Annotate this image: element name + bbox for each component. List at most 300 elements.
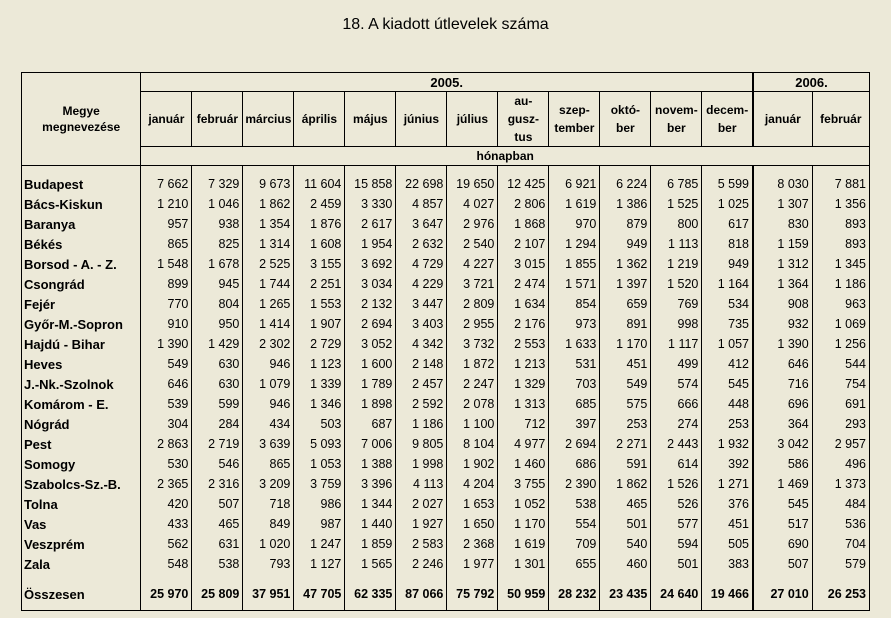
value-cell: 1 653 [447,494,498,514]
table-row [22,374,870,394]
value-cell: 3 692 [345,254,396,274]
value-cell: 614 [651,454,702,474]
county-name: Csongrád [24,276,85,292]
month-header-line: tember [554,121,595,135]
value-cell: 2 540 [447,234,498,254]
value-cell: 1 314 [243,234,294,254]
value-cell: 1 571 [549,274,600,294]
value-cell: 1 902 [447,454,498,474]
value-cell: 1 565 [345,554,396,574]
value-cell: 1 440 [345,514,396,534]
value-cell: 666 [651,394,702,414]
month-header-line: ber [616,121,635,135]
value-cell: 465 [192,514,243,534]
county-name: Baranya [24,216,76,232]
value-cell: 986 [294,494,345,514]
value-cell: 8 030 [753,174,812,194]
value-cell: 735 [702,314,753,334]
value-cell: 3 330 [345,194,396,214]
value-cell: 2 107 [498,234,549,254]
value-cell: 630 [192,374,243,394]
value-cell: 3 647 [396,214,447,234]
value-cell: 5 093 [294,434,345,454]
value-cell: 1 414 [243,314,294,334]
value-cell: 25 970 [141,584,192,604]
value-cell: 2 694 [549,434,600,454]
value-cell: 910 [141,314,192,334]
value-cell: 1 520 [651,274,702,294]
value-cell: 1 525 [651,194,702,214]
month-header [345,92,396,147]
value-cell: 1 301 [498,554,549,574]
value-cell: 1 526 [651,474,702,494]
value-cell: 1 998 [396,454,447,474]
value-cell: 2 271 [600,434,651,454]
table-row [22,434,870,454]
value-cell: 987 [294,514,345,534]
year-2006-header: 2006. [753,73,870,92]
value-cell: 1 619 [498,534,549,554]
county-name: Vas [24,516,47,532]
value-cell: 1 859 [345,534,396,554]
value-cell: 2 525 [243,254,294,274]
county-header [22,73,141,166]
value-cell: 397 [549,414,600,434]
value-cell: 505 [702,534,753,554]
value-cell: 754 [812,374,869,394]
value-cell: 24 640 [651,584,702,604]
value-cell: 893 [812,214,869,234]
value-cell: 465 [600,494,651,514]
value-cell: 19 466 [702,584,753,604]
county-name: Nógrád [24,416,70,432]
month-header-line: június [403,112,440,126]
table-row [22,314,870,334]
value-cell: 849 [243,514,294,534]
value-cell: 534 [702,294,753,314]
value-cell: 549 [141,354,192,374]
value-cell: 3 721 [447,274,498,294]
value-cell: 1 271 [702,474,753,494]
value-cell: 1 634 [498,294,549,314]
value-cell: 499 [651,354,702,374]
month-header-line: tus [514,130,533,144]
value-cell: 1 170 [498,514,549,534]
value-cell: 2 632 [396,234,447,254]
value-cell: 531 [549,354,600,374]
value-cell: 1 932 [702,434,753,454]
value-cell: 1 345 [812,254,869,274]
table-row [22,414,870,434]
value-cell: 6 921 [549,174,600,194]
month-header-line: február [196,112,239,126]
value-cell: 2 806 [498,194,549,214]
table-row [22,194,870,214]
value-cell: 1 307 [753,194,812,214]
value-cell: 1 744 [243,274,294,294]
value-cell: 998 [651,314,702,334]
value-cell: 2 863 [141,434,192,454]
value-cell: 540 [600,534,651,554]
page-title: 18. A kiadott útlevelek száma [342,16,549,33]
value-cell: 1 046 [192,194,243,214]
value-cell: 545 [753,494,812,514]
value-cell: 284 [192,414,243,434]
month-header-line: decem- [706,103,749,117]
value-cell: 253 [702,414,753,434]
month-header [600,92,651,147]
value-cell: 496 [812,454,869,474]
value-cell: 1 329 [498,374,549,394]
value-cell: 274 [651,414,702,434]
value-cell: 62 335 [345,584,396,604]
value-cell: 4 342 [396,334,447,354]
value-cell: 1 100 [447,414,498,434]
value-cell: 579 [812,554,869,574]
value-cell: 2 592 [396,394,447,414]
value-cell: 690 [753,534,812,554]
value-cell: 685 [549,394,600,414]
value-cell: 3 759 [294,474,345,494]
month-header-line: január [148,112,185,126]
value-cell: 23 435 [600,584,651,604]
value-cell: 434 [243,414,294,434]
value-cell: 412 [702,354,753,374]
value-cell: 908 [753,294,812,314]
value-cell: 538 [549,494,600,514]
value-cell: 2 694 [345,314,396,334]
value-cell: 2 553 [498,334,549,354]
table-row [22,334,870,354]
month-header [243,92,294,147]
value-cell: 1 265 [243,294,294,314]
value-cell: 2 176 [498,314,549,334]
table-row [22,514,870,534]
value-cell: 949 [600,234,651,254]
value-cell: 1 876 [294,214,345,234]
value-cell: 818 [702,234,753,254]
value-cell: 1 057 [702,334,753,354]
value-cell: 1 927 [396,514,447,534]
value-cell: 448 [702,394,753,414]
value-cell: 899 [141,274,192,294]
value-cell: 709 [549,534,600,554]
value-cell: 304 [141,414,192,434]
value-cell: 1 600 [345,354,396,374]
value-cell: 1 373 [812,474,869,494]
value-cell: 830 [753,214,812,234]
value-cell: 50 959 [498,584,549,604]
value-cell: 3 155 [294,254,345,274]
value-cell: 2 443 [651,434,702,454]
month-header-line: au- [514,94,533,108]
value-cell: 5 599 [702,174,753,194]
value-cell: 879 [600,214,651,234]
value-cell: 1 397 [600,274,651,294]
value-cell: 659 [600,294,651,314]
value-cell: 530 [141,454,192,474]
value-cell: 3 052 [345,334,396,354]
value-cell: 3 755 [498,474,549,494]
value-cell: 591 [600,454,651,474]
value-cell: 3 403 [396,314,447,334]
value-cell: 3 447 [396,294,447,314]
value-cell: 1 872 [447,354,498,374]
value-cell: 865 [243,454,294,474]
table-row [22,474,870,494]
value-cell: 1 079 [243,374,294,394]
value-cell: 963 [812,294,869,314]
county-name: Hajdú - Bihar [24,336,105,352]
value-cell: 1 386 [600,194,651,214]
value-cell: 433 [141,514,192,534]
value-cell: 7 662 [141,174,192,194]
value-cell: 25 809 [192,584,243,604]
value-cell: 1 113 [651,234,702,254]
value-cell: 575 [600,394,651,414]
value-cell: 562 [141,534,192,554]
value-cell: 716 [753,374,812,394]
value-cell: 1 354 [243,214,294,234]
value-cell: 536 [812,514,869,534]
month-header [651,92,702,147]
table-row [22,494,870,514]
value-cell: 293 [812,414,869,434]
value-cell: 3 034 [345,274,396,294]
value-cell: 22 698 [396,174,447,194]
value-cell: 932 [753,314,812,334]
value-cell: 1 789 [345,374,396,394]
month-header [141,92,192,147]
total-row [22,584,870,604]
table-row [22,214,870,234]
value-cell: 6 224 [600,174,651,194]
value-cell: 451 [600,354,651,374]
value-cell: 770 [141,294,192,314]
county-header-line1: Megye [62,104,100,118]
value-cell: 3 209 [243,474,294,494]
passport-table [21,72,870,611]
value-cell: 1 364 [753,274,812,294]
value-cell: 2 247 [447,374,498,394]
value-cell: 1 388 [345,454,396,474]
table-row [22,174,870,194]
county-name: J.-Nk.-Szolnok [24,376,114,392]
value-cell: 4 229 [396,274,447,294]
value-cell: 1 678 [192,254,243,274]
month-header-line: január [764,112,801,126]
value-cell: 9 673 [243,174,294,194]
value-cell: 617 [702,214,753,234]
value-cell: 451 [702,514,753,534]
value-cell: 526 [651,494,702,514]
value-cell: 1 390 [753,334,812,354]
table-row [22,554,870,574]
value-cell: 1 862 [600,474,651,494]
value-cell: 2 316 [192,474,243,494]
value-cell: 865 [141,234,192,254]
value-cell: 47 705 [294,584,345,604]
value-cell: 484 [812,494,869,514]
value-cell: 538 [192,554,243,574]
value-cell: 507 [753,554,812,574]
value-cell: 9 805 [396,434,447,454]
value-cell: 4 227 [447,254,498,274]
month-header-line: szep- [559,103,590,117]
value-cell: 1 186 [812,274,869,294]
value-cell: 1 868 [498,214,549,234]
value-cell: 945 [192,274,243,294]
month-header [812,92,869,147]
county-name: Somogy [24,456,76,472]
value-cell: 2 365 [141,474,192,494]
value-cell: 87 066 [396,584,447,604]
value-cell: 3 042 [753,434,812,454]
value-cell: 554 [549,514,600,534]
month-header-line: február [820,112,862,126]
value-cell: 957 [141,214,192,234]
value-cell: 769 [651,294,702,314]
value-cell: 1 313 [498,394,549,414]
value-cell: 517 [753,514,812,534]
value-cell: 26 253 [812,584,869,604]
value-cell: 501 [651,554,702,574]
value-cell: 544 [812,354,869,374]
month-header [396,92,447,147]
table-row [22,294,870,314]
value-cell: 1 862 [243,194,294,214]
value-cell: 2 246 [396,554,447,574]
value-cell: 2 390 [549,474,600,494]
value-cell: 1 553 [294,294,345,314]
value-cell: 577 [651,514,702,534]
value-cell: 548 [141,554,192,574]
value-cell: 2 148 [396,354,447,374]
value-cell: 503 [294,414,345,434]
month-header [447,92,498,147]
county-header-line2: megnevezése [42,120,121,134]
value-cell: 800 [651,214,702,234]
county-name: Összesen [24,586,85,602]
month-header-line: április [301,112,338,126]
month-header-line: július [456,112,489,126]
month-header [549,92,600,147]
value-cell: 2 809 [447,294,498,314]
value-cell: 460 [600,554,651,574]
value-cell: 2 078 [447,394,498,414]
month-header-line: októ- [610,103,641,117]
county-name: Zala [24,556,51,572]
value-cell: 1 346 [294,394,345,414]
value-cell: 1 954 [345,234,396,254]
value-cell: 1 344 [345,494,396,514]
value-cell: 804 [192,294,243,314]
value-cell: 891 [600,314,651,334]
value-cell: 2 474 [498,274,549,294]
month-header [192,92,243,147]
value-cell: 2 132 [345,294,396,314]
value-cell: 1 548 [141,254,192,274]
value-cell: 712 [498,414,549,434]
value-cell: 687 [345,414,396,434]
value-cell: 1 210 [141,194,192,214]
value-cell: 1 213 [498,354,549,374]
county-name: Borsod - A. - Z. [24,256,117,272]
value-cell: 1 256 [812,334,869,354]
value-cell: 253 [600,414,651,434]
county-name: Heves [24,356,63,372]
value-cell: 718 [243,494,294,514]
value-cell: 2 368 [447,534,498,554]
value-cell: 950 [192,314,243,334]
value-cell: 4 204 [447,474,498,494]
value-cell: 946 [243,394,294,414]
value-cell: 691 [812,394,869,414]
value-cell: 1 619 [549,194,600,214]
value-cell: 2 457 [396,374,447,394]
value-cell: 1 429 [192,334,243,354]
value-cell: 631 [192,534,243,554]
value-cell: 1 650 [447,514,498,534]
county-name: Szabolcs-Sz.-B. [24,476,121,492]
month-header [498,92,549,147]
county-name: Budapest [24,176,84,192]
value-cell: 2 302 [243,334,294,354]
value-cell: 11 604 [294,174,345,194]
value-cell: 549 [600,374,651,394]
value-cell: 27 010 [753,584,812,604]
value-cell: 2 459 [294,194,345,214]
value-cell: 1 127 [294,554,345,574]
value-cell: 2 617 [345,214,396,234]
value-cell: 946 [243,354,294,374]
table-row [22,274,870,294]
value-cell: 420 [141,494,192,514]
table-row [22,534,870,554]
value-cell: 8 104 [447,434,498,454]
value-cell: 2 027 [396,494,447,514]
value-cell: 1 469 [753,474,812,494]
value-cell: 545 [702,374,753,394]
value-cell: 1 898 [345,394,396,414]
table-row [22,254,870,274]
month-header-line: március [245,112,292,126]
value-cell: 1 052 [498,494,549,514]
value-cell: 655 [549,554,600,574]
value-cell: 970 [549,214,600,234]
table-row [22,454,870,474]
value-cell: 1 633 [549,334,600,354]
county-name: Veszprém [24,536,85,552]
month-header [753,92,812,147]
unit-header: hónapban [141,147,870,166]
value-cell: 3 639 [243,434,294,454]
value-cell: 893 [812,234,869,254]
value-cell: 501 [600,514,651,534]
county-name: Tolna [24,496,58,512]
value-cell: 1 219 [651,254,702,274]
value-cell: 1 069 [812,314,869,334]
value-cell: 6 785 [651,174,702,194]
value-cell: 19 650 [447,174,498,194]
value-cell: 949 [702,254,753,274]
table-row [22,354,870,374]
month-header [702,92,753,147]
value-cell: 973 [549,314,600,334]
month-header-line: május [353,112,388,126]
value-cell: 1 460 [498,454,549,474]
county-name: Pest [24,436,52,452]
